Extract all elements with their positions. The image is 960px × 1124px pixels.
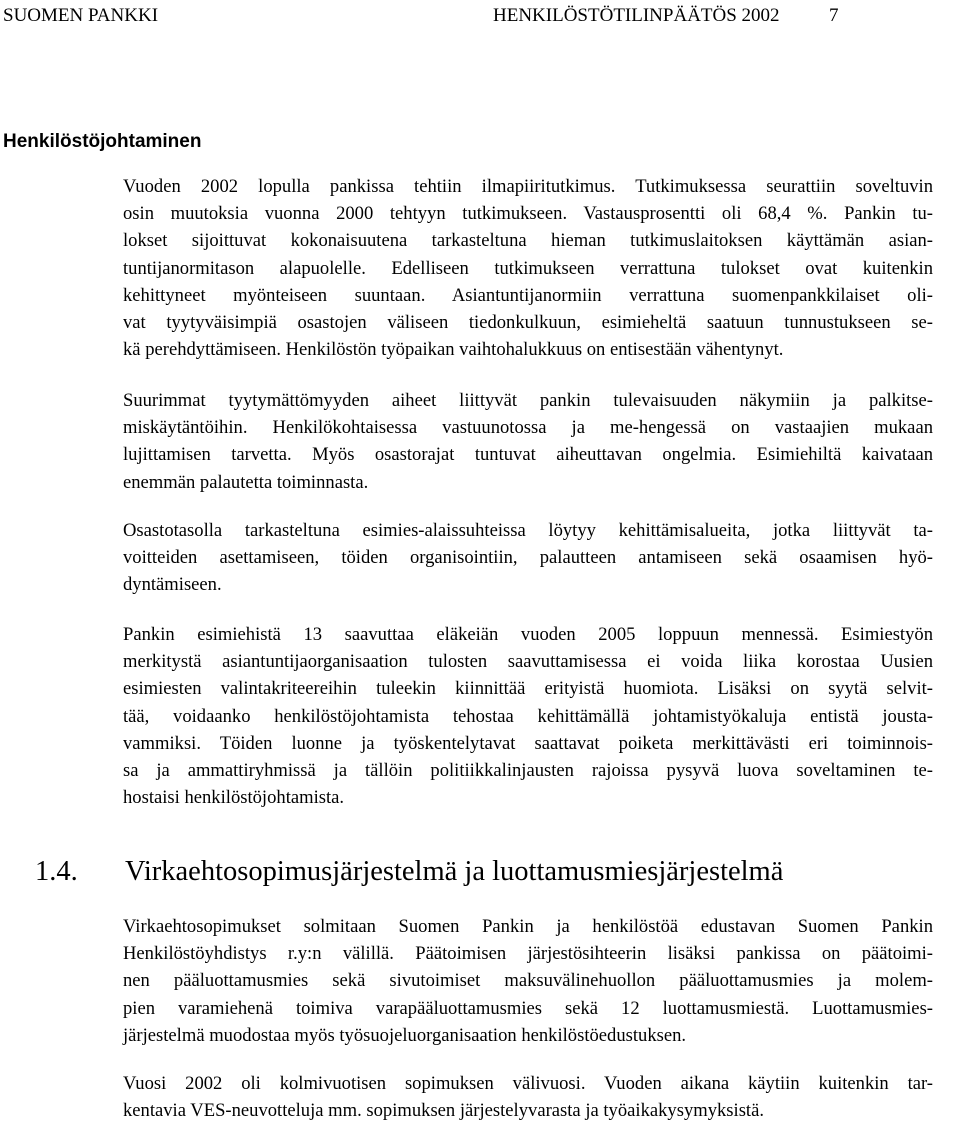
text-line: järjestelmä muodostaa myös työsuojeluorganisaation henkilöstöedustuksen. bbox=[123, 1024, 687, 1046]
text-line: hostaisi henkilöstöjohtamista. bbox=[123, 787, 345, 809]
text-line: nen pääluottamusmies sekä sivutoimiset maksuvälinehuollon pääluottamusmies ja molem- bbox=[123, 970, 933, 992]
text-line: Virkaehtosopimukset solmitaan Suomen Pankin ja henkilöstöä edustavan Suomen Pankin bbox=[123, 916, 933, 937]
section-heading: Henkilöstöjohtaminen bbox=[3, 131, 202, 152]
text-line: sa ja ammattiryhmissä ja tällöin politiikkalinjausten rajoissa pysyvä luova soveltaminen te- bbox=[123, 760, 933, 782]
page-header bbox=[3, 2, 953, 30]
text-line: dyntämiseen. bbox=[123, 574, 222, 596]
text-line: vat tyytyväisimpiä osastojen väliseen tiedonkulkuun, esimieheltä saatuun tunnustukseen se- bbox=[123, 312, 933, 334]
paragraph-managers-retirement bbox=[123, 621, 933, 811]
text-line: vammiksi. Töiden luonne ja työskentelytavat saattavat poiketa merkittävästi eri toiminnois- bbox=[123, 732, 933, 754]
text-line: Vuosi 2002 oli kolmivuotisen sopimuksen välivuosi. Vuoden aikana käytiin kuitenkin tar- bbox=[123, 1073, 933, 1094]
paragraph-survey-results bbox=[123, 173, 933, 363]
paragraph-negotiations-2002 bbox=[123, 1070, 933, 1124]
text-line: lujittamisen tarvetta. Myös osastorajat tuntuvat aiheuttavan ongelmia. Esimiehiltä kaivataan bbox=[123, 444, 933, 466]
text-line: Pankin esimiehistä 13 saavuttaa eläkeiän vuoden 2005 loppuun mennessä. Esimiestyön bbox=[123, 624, 933, 645]
paragraph-department-level bbox=[123, 517, 933, 599]
text-line: kentavia VES-neuvotteluja mm. sopimuksen järjestelyvarasta ja työaikakysymyksistä. bbox=[123, 1100, 765, 1122]
text-line: esimiesten valintakriteereihin tuleekin kiinnittää erityistä huomiota. Lisäksi on syytä selvit- bbox=[123, 678, 933, 700]
header-report-title: HENKILÖSTÖTILINPÄÄTÖS 2002 bbox=[493, 5, 780, 26]
text-line: pien varamiehenä toimiva varapääluottamusmies sekä 12 luottamusmiestä. Luottamusmies- bbox=[123, 997, 933, 1019]
text-line: Suurimmat tyytymättömyyden aiheet liittyvät pankin tulevaisuuden näkymiin ja palkitse- bbox=[123, 390, 933, 411]
paragraph-collective-agreements bbox=[123, 913, 933, 1049]
text-line: Henkilöstöyhdistys r.y:n välillä. Päätoimisen järjestösihteerin lisäksi pankissa on päätoimi- bbox=[123, 943, 933, 965]
paragraph-dissatisfaction bbox=[123, 387, 933, 496]
chapter-heading bbox=[35, 852, 935, 892]
header-organization: SUOMEN PANKKI bbox=[3, 5, 159, 26]
chapter-title: Virkaehtosopimusjärjestelmä ja luottamusmiesjärjestelmä bbox=[125, 856, 784, 887]
page-number: 7 bbox=[829, 5, 839, 26]
text-line: miskäytäntöihin. Henkilökohtaisessa vastuunotossa ja me-hengessä on vastaajien mukaan bbox=[123, 417, 933, 439]
text-line: enemmän palautetta toiminnasta. bbox=[123, 471, 369, 493]
text-line: kehittyneet myönteiseen suuntaan. Asiantuntijanormiin verrattuna suomenpankkilaiset oli- bbox=[123, 284, 933, 306]
chapter-number: 1.4. bbox=[35, 856, 78, 887]
text-line: tuntijanormitason alapuolelle. Edelliseen tutkimukseen verrattuna tulokset ovat kuitenkin bbox=[123, 257, 933, 279]
text-line: Osastotasolla tarkasteltuna esimies-alaissuhteissa löytyy kehittämisalueita, jotka liittyvät ta- bbox=[123, 520, 933, 541]
text-line: voitteiden asettamiseen, töiden organisointiin, palautteen antamiseen sekä osaamisen hyö- bbox=[123, 547, 933, 569]
text-line: Vuoden 2002 lopulla pankissa tehtiin ilmapiiritutkimus. Tutkimuksessa seurattiin soveltuvin bbox=[123, 176, 933, 197]
text-line: lokset sijoittuvat kokonaisuutena tarkasteltuna hieman tutkimuslaitoksen käyttämän asian- bbox=[123, 230, 933, 252]
text-line: merkitystä asiantuntijaorganisaation tulosten saavuttamisessa ei voida liika korostaa Uusien bbox=[123, 651, 933, 673]
text-line: osin muutoksia vuonna 2000 tehtyyn tutkimukseen. Vastausprosentti oli 68,4 %. Pankin tu- bbox=[123, 203, 933, 225]
text-line: tää, voidaanko henkilöstöjohtamista tehostaa kehittämällä johtamistyökaluja entistä jousta- bbox=[123, 705, 933, 727]
text-line: kä perehdyttämiseen. Henkilöstön työpaikan vaihtohalukkuus on entisestään vähentynyt. bbox=[123, 339, 784, 361]
